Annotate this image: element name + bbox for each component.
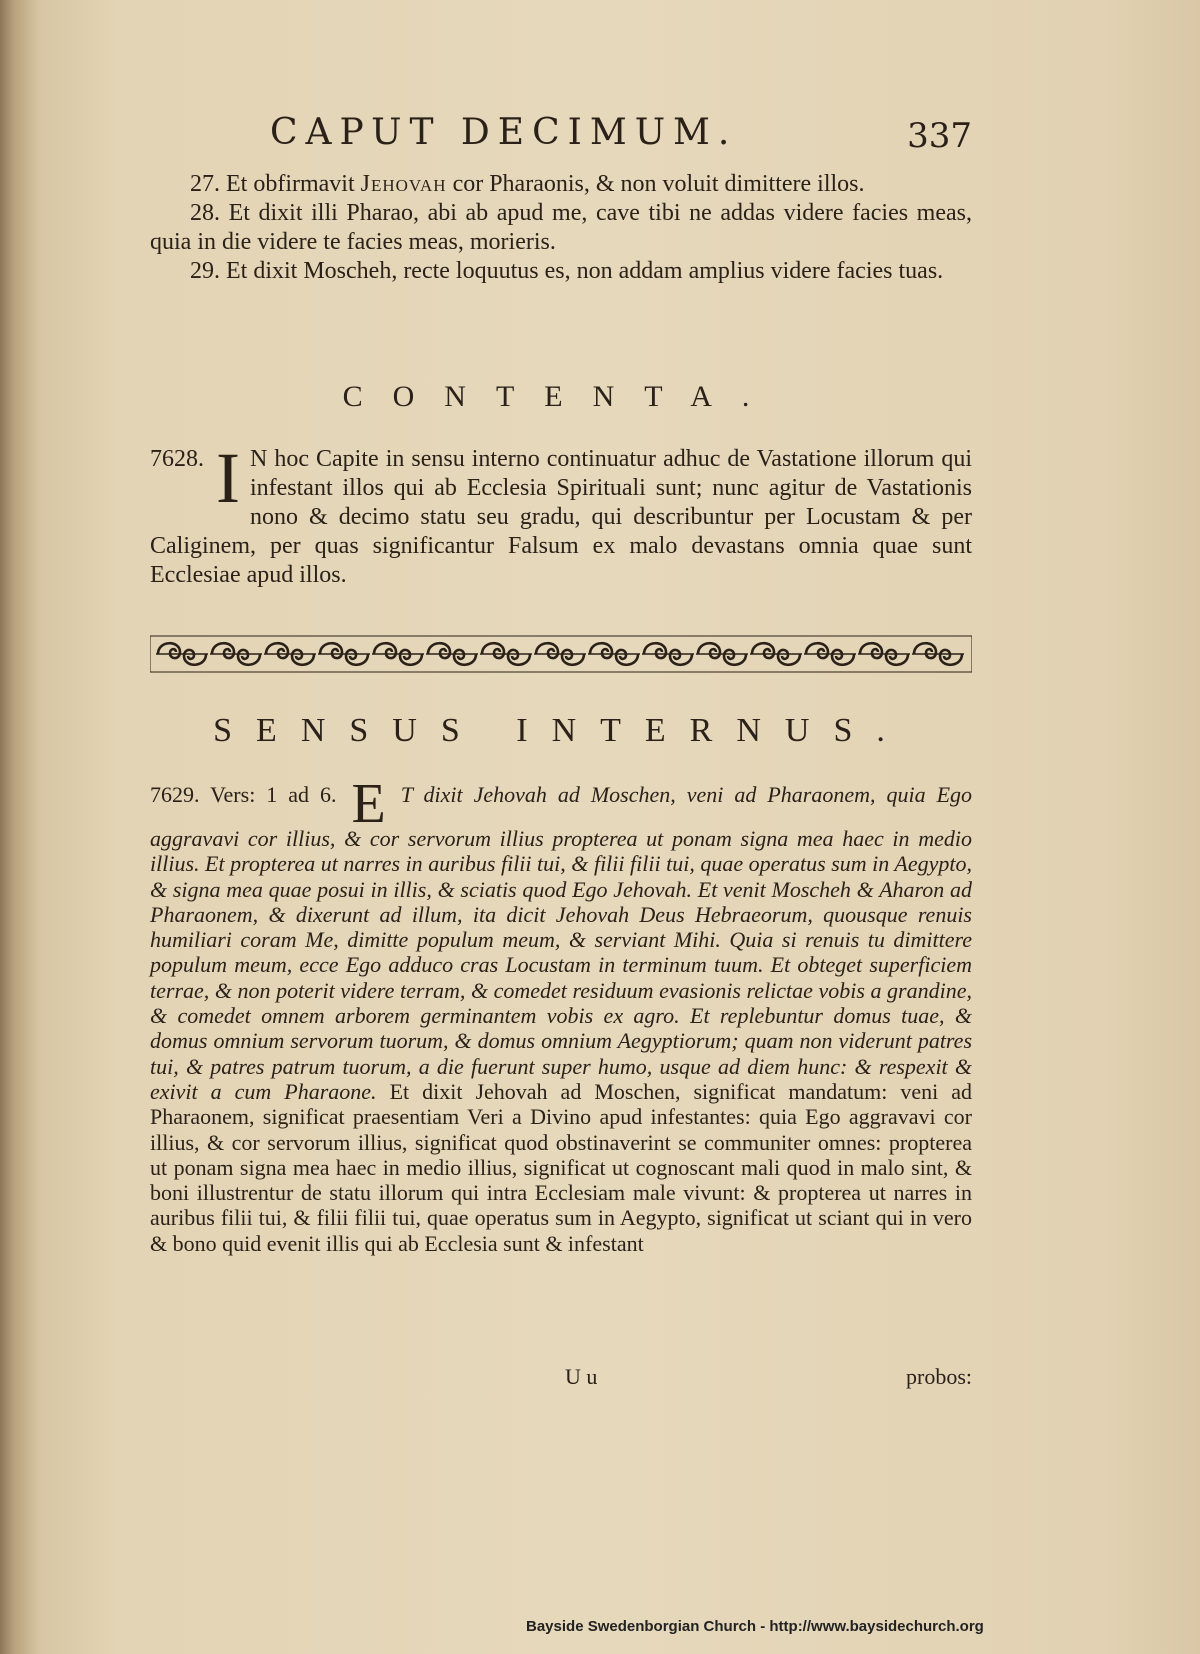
verse-29	[150, 257, 972, 286]
verse-number: 27.	[190, 171, 220, 197]
signature-mark: U u	[565, 1364, 598, 1389]
verse-list	[150, 170, 972, 286]
verse-28	[150, 199, 972, 257]
exposition-text: Et dixit Jehovah ad Moschen, significat mandatum: veni ad Pharaonem, significat praesentiam Veri a Divino apud infestantes: quia Ego aggravavi cor illius, & cor servorum illius, significat quod obstinaverint se communiter omnes: propterea ut ponam signa mea haec in medio illius, significat ut cognoscant mali quod in malo sint, & boni illustrentur de statu illorum qui intra Ecclesiam male vivunt: & propterea ut narres in auribus filii tui, & filii filii tui, quae operatus sum in Aegypto, significat ut sciant qui in vero & bono quid evenit illis qui ab Ecclesia sunt & infestant	[150, 1078, 972, 1256]
paragraph-text: N hoc Capite in sensu interno continuatur adhuc de Vastatione illorum qui infestant illos qui ab Ecclesia Spirituali sunt; nunc agitur de Vastationis nono & decimo statu seu gradu, qui describuntur per Locustam & per Caliginem, per quas significantur Falsum ex malo devastans omnia quae sunt Ecclesiae apud illos.	[150, 446, 972, 588]
contenta-paragraph	[150, 438, 972, 590]
page-number: 337	[907, 116, 972, 156]
verse-number: 28.	[190, 200, 220, 226]
divine-name: Jehovah	[360, 171, 447, 197]
verse-reference: Vers: 1 ad 6.	[210, 782, 337, 807]
paragraph-number: 7628.	[150, 446, 204, 472]
ornament-divider	[150, 634, 972, 674]
running-head	[150, 112, 972, 162]
drop-cap: I	[216, 438, 240, 518]
sensus-heading: SENSUS INTERNUS.	[213, 712, 909, 749]
scripture-quotation: T dixit Jehovah ad Moschen, veni ad Pharaonem, quia Ego aggravavi cor illius, & cor servorum illius propterea ut ponam signa mea haec in medio illius. Et propterea ut narres in auribus filii tui, & filii filii tui, quae operatus sum in Aegypto, & signa mea quae posui in illis, & sciatis quod Ego Jehovah. Et venit Moscheh & Aharon ad Pharaonem, & dixerunt ad illum, ita dicit Jehovah Deus Hebraeorum, quousque renuis humiliari coram Me, dimitte populum meum, & serviant Mihi. Quia si renuis tu dimittere populum meum, ecce Ego adduco cras Locustam in terminum tuum. Et obteget superficiem terrae, & non poterit videre terram, & comedet residuum evasionis relictae vobis a grandine, & comedet omnem arborem germinantem vobis ex agro. Et replebuntur domus tuae, & domus omnium servorum tuorum, & domus omnium Aegyptiorum; quam non viderunt patres tui, & patres patrum tuorum, a die fuerunt super humo, usque ad diem hunc: & respexit & exivit a cum Pharaone.	[150, 782, 973, 1104]
contenta-heading: CONTENTA.	[342, 380, 780, 413]
verse-text: Et dixit Moscheh, recte loquutus es, non addam amplius videre facies tuas.	[220, 258, 944, 284]
verse-27	[150, 170, 972, 199]
verse-text: Et dixit illi Pharao, abi ab apud me, cave tibi ne addas videre facies meas, quia in die videre te facies meas, morieris.	[150, 200, 972, 255]
sensus-paragraph	[150, 773, 973, 1256]
catchword: probos:	[906, 1364, 972, 1389]
verse-text: Et obfirmavit	[220, 171, 361, 197]
paragraph-number: 7629.	[150, 782, 200, 807]
verse-number: 29.	[190, 258, 220, 284]
drop-cap: E	[351, 773, 386, 835]
running-title: CAPUT DECIMUM.	[270, 112, 738, 153]
verse-text: cor Pharaonis, & non voluit dimittere illos.	[446, 171, 865, 197]
catch-line	[150, 1364, 972, 1390]
watermark: Bayside Swedenborgian Church - http://www.baysidechurch.org	[526, 1618, 984, 1635]
